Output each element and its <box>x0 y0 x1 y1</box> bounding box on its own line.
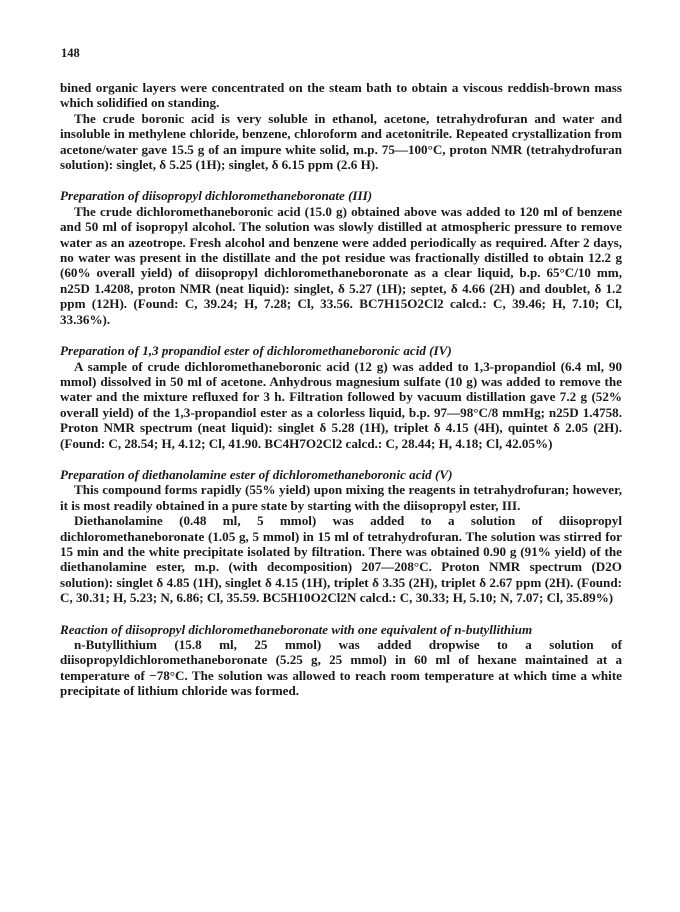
section-heading-butyllithium-reaction: Reaction of diisopropyl dichloromethaneboronate with one equivalent of n-butyllithium <box>60 621 533 637</box>
paragraph-compound-v-procedure: Diethanolamine (0.48 ml, 5 mmol) was added to a solution of diisopropyl dichloromethaneboronate (1.05 g, 5 mmol) in 15 ml of tetrahydrofuran. The solution was stirred for 15 min and the white precipitate isolated by filtration. There was obtained 0.90 g (91% yield) of the diethanolamine ester, m.p. (with decomposition) 207—208°C. Proton NMR spectrum (D2O solution): singlet δ 4.85 (1H), singlet δ 4.15 (1H), triplet δ 3.35 (2H), triplet δ 2.67 ppm (2H). (Found: C, 30.31; H, 5.23; N, 6.86; Cl, 35.59. BC5H10O2Cl2N calcd.: C, 30.33; H, 5.10; N, 7.07; Cl, 35.89%) <box>60 513 622 606</box>
paragraph-continuation: bined organic layers were concentrated on the steam bath to obtain a viscous reddish-brown mass which solidified on standing. <box>60 80 622 111</box>
paragraph-compound-iii: The crude dichloromethaneboronic acid (15.0 g) obtained above was added to 120 ml of benzene and 50 ml of isopropyl alcohol. The solution was slowly distilled at atmospheric pressure to remove water as an azeotrope. Fresh alcohol and benzene were added periodically as required. After 2 days, no water was present in the distillate and the pot residue was fractionally distilled to obtain 12.2 g (60% overall yield) of diisopropyl dichloromethaneboronate as a clear liquid, b.p. 65°C/10 mm, n25D 1.4208, proton NMR (neat liquid): singlet, δ 5.27 (1H); septet, δ 4.66 (2H) and doublet, δ 1.2 ppm (12H). (Found: C, 39.24; H, 7.28; Cl, 33.56. BC7H15O2Cl2 calcd.: C, 39.46; H, 7.10; Cl, 33.36%). <box>60 203 622 327</box>
paragraph-compound-v-intro: This compound forms rapidly (55% yield) upon mixing the reagents in tetrahydrofuran; however, it is most readily obtained in a pure state by starting with the diisopropyl ester, III. <box>60 482 622 513</box>
paragraph-butyllithium-reaction: n-Butyllithium (15.8 ml, 25 mmol) was added dropwise to a solution of diisopropyldichloromethaneboronate (5.25 g, 25 mmol) in 60 ml of hexane maintained at a temperature of −78°C. The solution was allowed to reach room temperature at which time a white precipitate of lithium chloride was formed. <box>60 637 622 699</box>
page-body <box>60 80 622 699</box>
paragraph-compound-iv: A sample of crude dichloromethaneboronic acid (12 g) was added to 1,3-propandiol (6.4 ml, 90 mmol) dissolved in 50 ml of acetone. Anhydrous magnesium sulfate (10 g) was added to remove the water and the mixture refluxed for 3 h. Filtration followed by vacuum distillation gave 7.2 g (52% overall yield) of the 1,3-propandiol ester as a colorless liquid, b.p. 97—98°C/8 mmHg; n25D 1.4758. Proton NMR spectrum (neat liquid): singlet δ 5.28 (1H), triplet δ 4.15 (4H), quintet δ 2.05 (2H). (Found: C, 28.54; H, 4.12; Cl, 41.90. BC4H7O2Cl2 calcd.: C, 28.44; H, 4.18; Cl, 42.05%) <box>60 358 622 451</box>
section-heading-compound-iii: Preparation of diisopropyl dichloromethaneboronate (III) <box>60 188 373 204</box>
paragraph-boronic-acid-properties: The crude boronic acid is very soluble in ethanol, acetone, tetrahydrofuran and water and insoluble in methylene chloride, benzene, chloroform and acetonitrile. Repeated crystallization from acetone/water gave 15.5 g of an impure white solid, m.p. 75—100°C, proton NMR (tetrahydrofuran solution): singlet, δ 5.25 (1H); singlet, δ 6.15 ppm (2.6 H). <box>60 110 622 173</box>
section-heading-compound-iv: Preparation of 1,3 propandiol ester of dichloromethaneboronic acid (IV) <box>60 343 452 359</box>
section-heading-compound-v: Preparation of diethanolamine ester of dichloromethaneboronic acid (V) <box>60 466 453 482</box>
page-number: 148 <box>61 46 80 60</box>
